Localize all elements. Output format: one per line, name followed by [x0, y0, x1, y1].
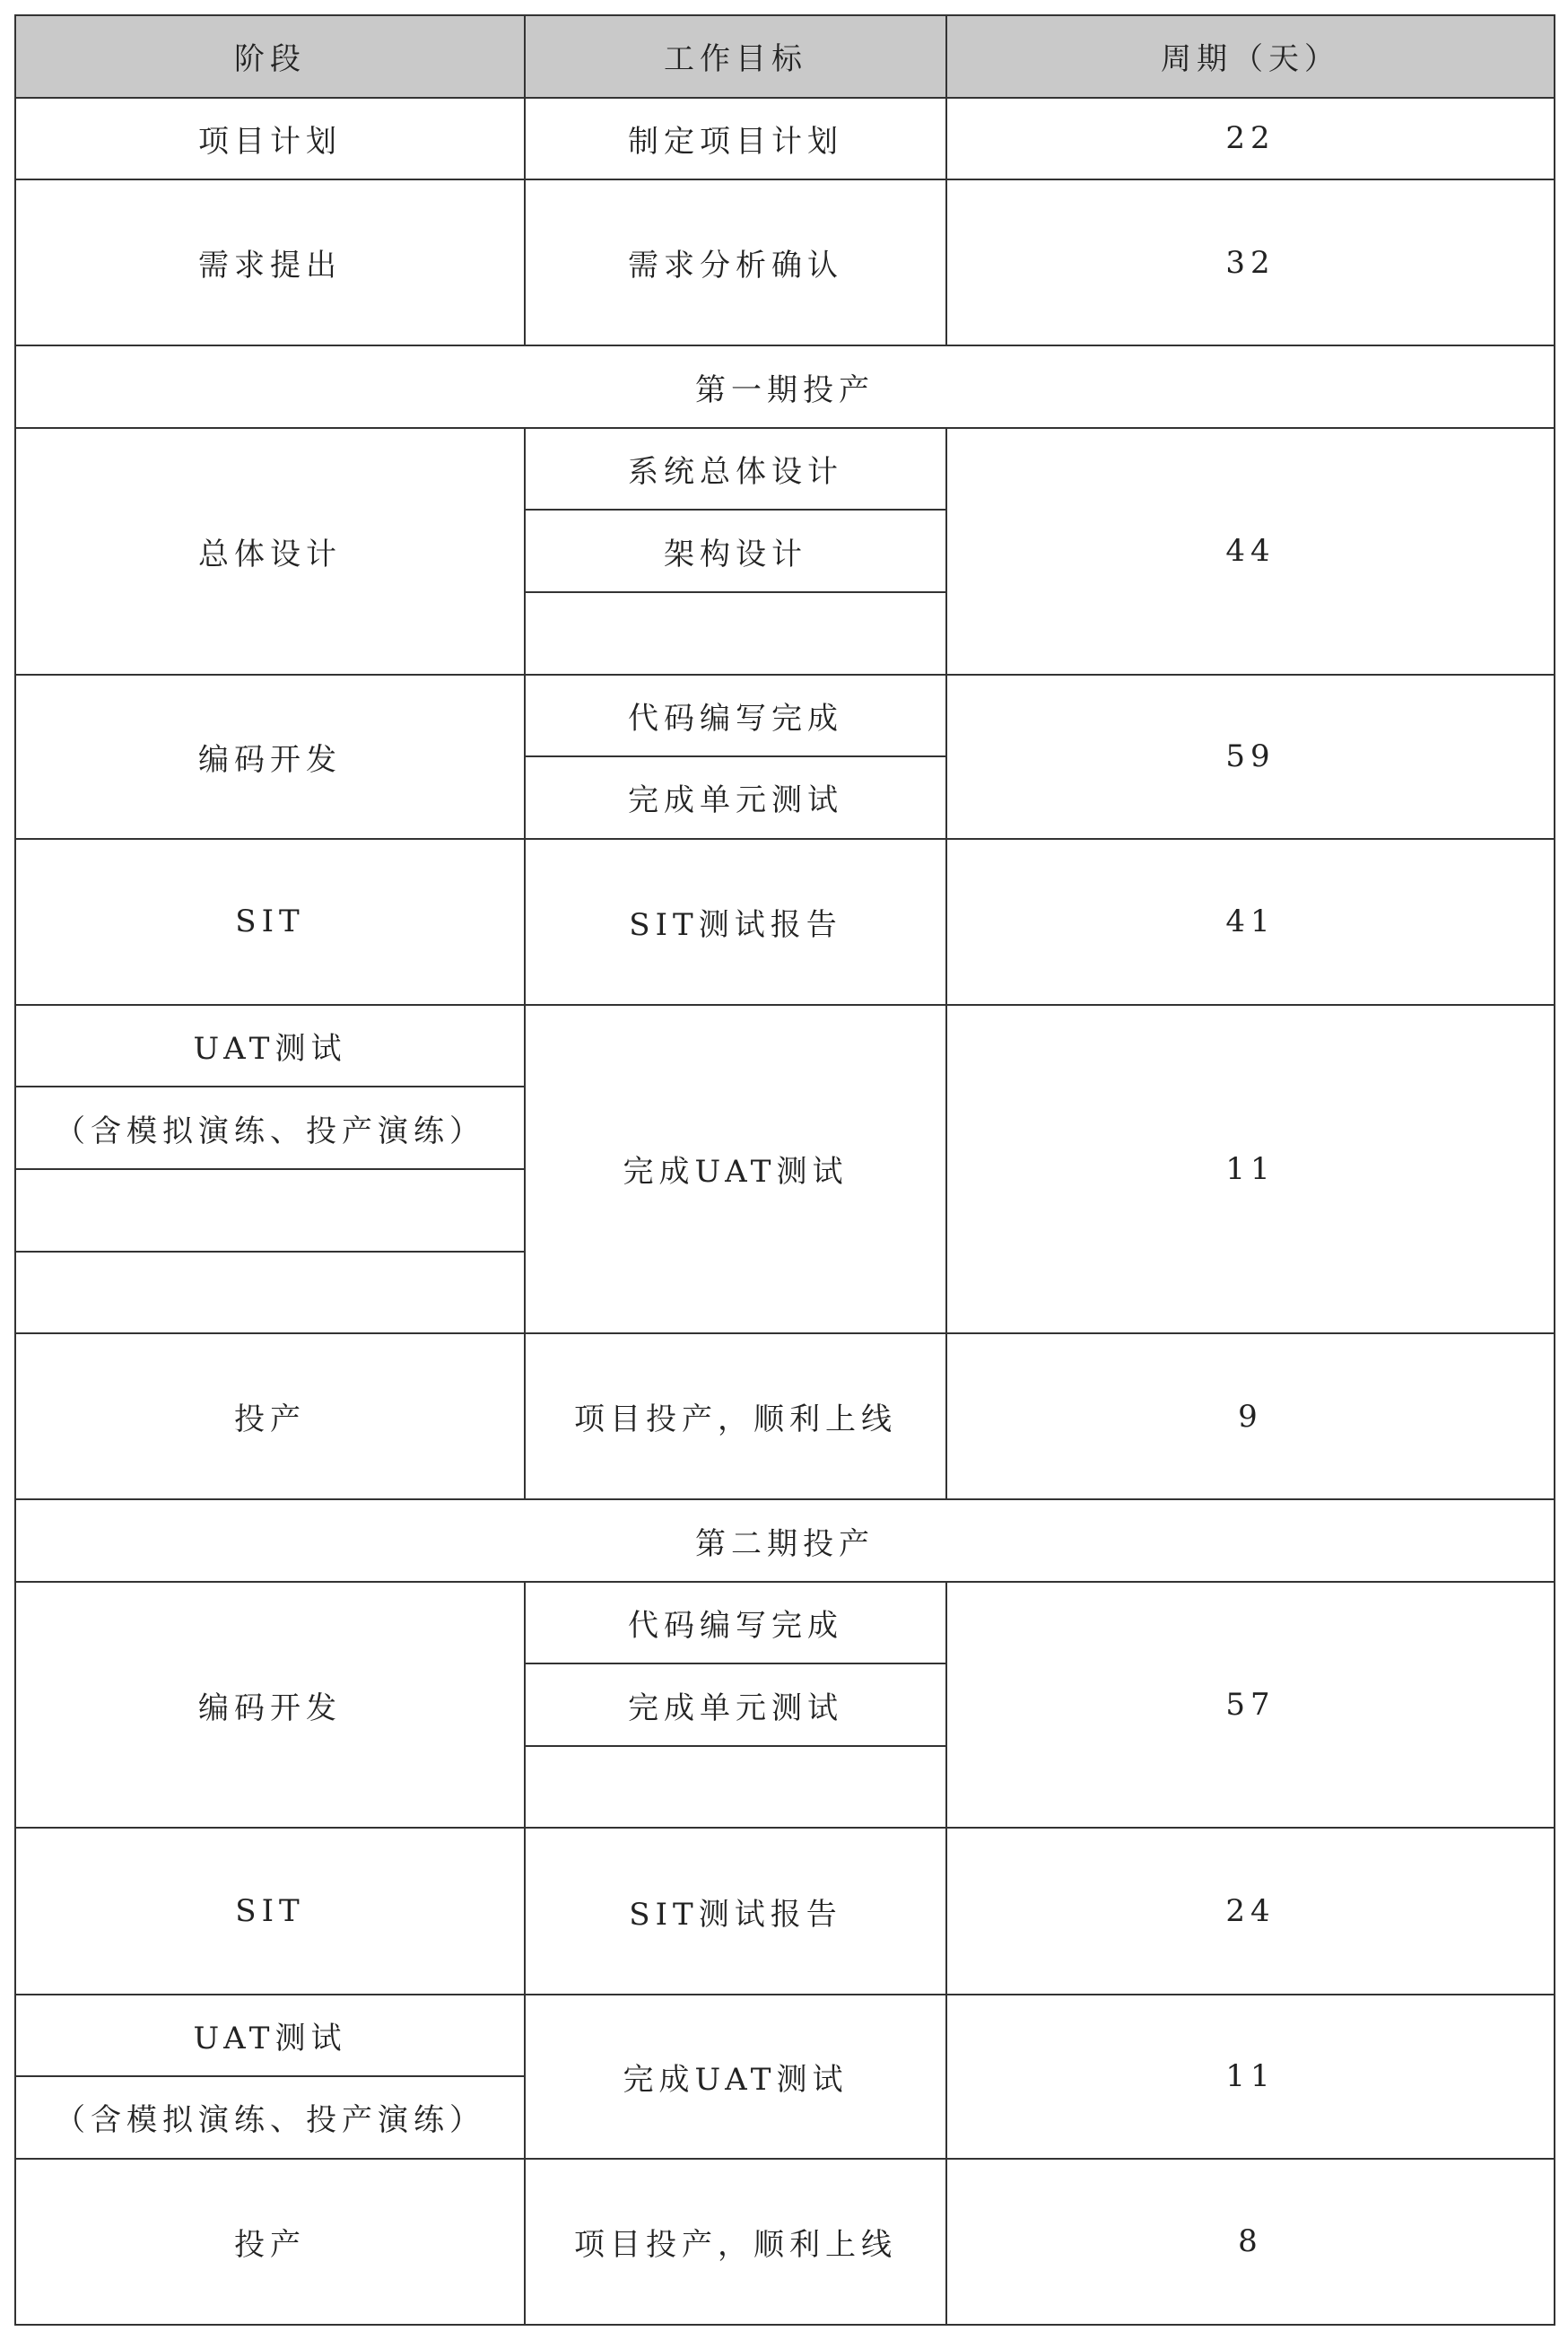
- goal-cell: 完成单元测试: [525, 756, 946, 839]
- stage-cell: 投产: [15, 1333, 525, 1499]
- stage-cell-empty: [15, 1252, 525, 1334]
- stage-cell: 需求提出: [15, 179, 525, 345]
- section-title-phase1: 第一期投产: [15, 345, 1555, 428]
- table-row: [15, 1828, 1555, 1994]
- header-row: [15, 15, 1555, 98]
- header-days: 周期（天）: [946, 15, 1555, 98]
- stage-cell: 项目计划: [15, 98, 525, 180]
- goal-cell-empty: [525, 1746, 946, 1829]
- goal-cell: 需求分析确认: [525, 179, 946, 345]
- table-row: [15, 2159, 1555, 2325]
- goal-cell: 制定项目计划: [525, 98, 946, 180]
- table-row: [15, 675, 1555, 757]
- goal-cell: 项目投产，顺利上线: [525, 1333, 946, 1499]
- goal-cell: 代码编写完成: [525, 1582, 946, 1664]
- days-cell: 32: [946, 179, 1555, 345]
- stage-cell: （含模拟演练、投产演练）: [15, 1087, 525, 1169]
- header-stage: 阶段: [15, 15, 525, 98]
- days-cell: 8: [946, 2159, 1555, 2325]
- goal-cell: 项目投产，顺利上线: [525, 2159, 946, 2325]
- stage-cell: 编码开发: [15, 1582, 525, 1829]
- stage-cell: SIT: [15, 839, 525, 1005]
- section-title-phase2: 第二期投产: [15, 1499, 1555, 1582]
- goal-cell: 完成UAT测试: [525, 1005, 946, 1333]
- project-schedule-table: [14, 14, 1555, 2326]
- stage-cell: 编码开发: [15, 675, 525, 839]
- table-row: [15, 839, 1555, 1005]
- stage-cell-empty: [15, 1169, 525, 1252]
- days-cell: 9: [946, 1333, 1555, 1499]
- section-row: [15, 345, 1555, 428]
- goal-cell: SIT测试报告: [525, 839, 946, 1005]
- table-row: [15, 428, 1555, 511]
- goal-cell: 系统总体设计: [525, 428, 946, 511]
- days-cell: 41: [946, 839, 1555, 1005]
- table-row: [15, 1005, 1555, 1087]
- table-row: [15, 98, 1555, 180]
- table-row: [15, 1333, 1555, 1499]
- days-cell: 44: [946, 428, 1555, 675]
- goal-cell: 代码编写完成: [525, 675, 946, 757]
- days-cell: 59: [946, 675, 1555, 839]
- goal-cell: SIT测试报告: [525, 1828, 946, 1994]
- section-row: [15, 1499, 1555, 1582]
- goal-cell: 完成UAT测试: [525, 1995, 946, 2159]
- days-cell: 24: [946, 1828, 1555, 1994]
- stage-cell: UAT测试: [15, 1005, 525, 1087]
- stage-cell: SIT: [15, 1828, 525, 1994]
- stage-cell: UAT测试: [15, 1995, 525, 2077]
- stage-cell: 总体设计: [15, 428, 525, 675]
- stage-cell: （含模拟演练、投产演练）: [15, 2076, 525, 2159]
- days-cell: 11: [946, 1995, 1555, 2159]
- stage-cell: 投产: [15, 2159, 525, 2325]
- goal-cell: 架构设计: [525, 510, 946, 592]
- goal-cell: 完成单元测试: [525, 1663, 946, 1746]
- days-cell: 22: [946, 98, 1555, 180]
- days-cell: 57: [946, 1582, 1555, 1829]
- header-goal: 工作目标: [525, 15, 946, 98]
- days-cell: 11: [946, 1005, 1555, 1333]
- goal-cell-empty: [525, 592, 946, 675]
- table-row: [15, 1995, 1555, 2077]
- table-row: [15, 1582, 1555, 1664]
- table-row: [15, 179, 1555, 345]
